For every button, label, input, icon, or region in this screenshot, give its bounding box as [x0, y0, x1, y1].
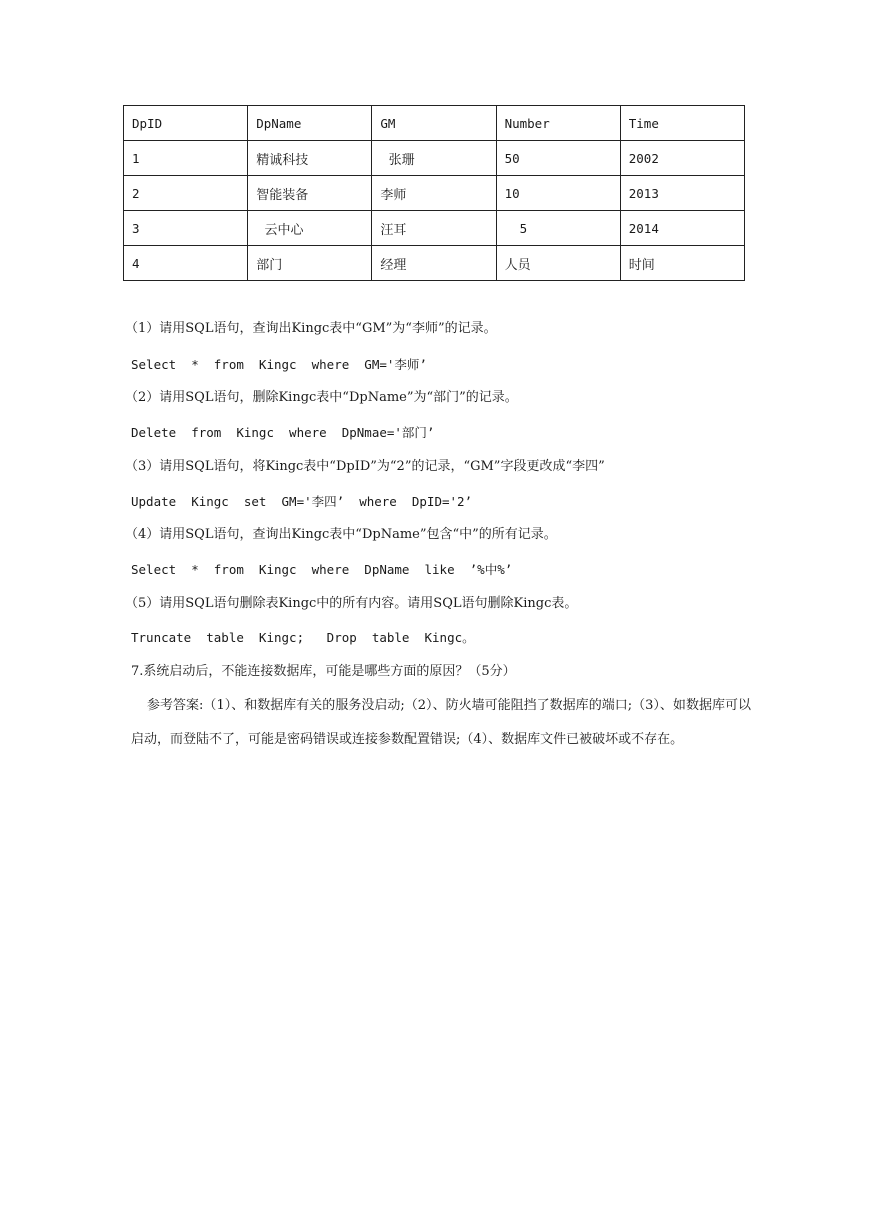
- table-cell: 2: [124, 176, 248, 211]
- table-row: [124, 176, 745, 211]
- table-cell: 时间: [620, 246, 744, 281]
- question-7-answer: 参考答案:（1）、和数据库有关的服务没启动;（2）、防火墙可能阻挡了数据库的端口;（3）、如数据库可以启动，而登陆不了，可能是密码错误或连接参数配置错误;（4）、数据库文件已被破坏或不存在。: [131, 698, 751, 747]
- question-4-prompt: （4）请用SQL语句，查询出Kingc表中“DpName”包含“中”的所有记录。: [125, 527, 557, 542]
- header-gm: GM: [372, 106, 496, 141]
- header-dpname: DpName: [248, 106, 372, 141]
- question-2-prompt: （2）请用SQL语句，删除Kingc表中“DpName”为“部门”的记录。: [125, 390, 518, 405]
- table-cell: 部门: [248, 246, 372, 281]
- table-cell: 人员: [496, 246, 620, 281]
- header-dpid: DpID: [124, 106, 248, 141]
- table-header-row: [124, 106, 745, 141]
- table-cell: 云中心: [248, 211, 372, 246]
- table-cell: 汪耳: [372, 211, 496, 246]
- table-cell: 精诚科技: [248, 141, 372, 176]
- question-3-answer: Update Kingc set GM='李四’ where DpID='2’: [131, 494, 473, 509]
- question-4-answer: Select * from Kingc where DpName like ’%中%’: [131, 562, 513, 577]
- question-2-answer: Delete from Kingc where DpNmae='部门’: [131, 425, 435, 440]
- table-row: [124, 141, 745, 176]
- header-number: Number: [496, 106, 620, 141]
- header-time: Time: [620, 106, 744, 141]
- table-cell: 50: [496, 141, 620, 176]
- question-3-prompt: （3）请用SQL语句，将Kingc表中“DpID”为“2”的记录，“GM”字段更改成“李四”: [125, 459, 605, 474]
- question-1-answer: Select * from Kingc where GM='李师’: [131, 357, 427, 372]
- question-5-prompt: （5）请用SQL语句删除表Kingc中的所有内容。请用SQL语句删除Kingc表。: [125, 596, 578, 611]
- table-row: [124, 211, 745, 246]
- table-cell: 5: [496, 211, 620, 246]
- department-table: [123, 105, 745, 281]
- table-cell: 智能装备: [248, 176, 372, 211]
- table-cell: 2013: [620, 176, 744, 211]
- table-cell: 2014: [620, 211, 744, 246]
- table-cell: 3: [124, 211, 248, 246]
- table-cell: 10: [496, 176, 620, 211]
- table-cell: 4: [124, 246, 248, 281]
- table-cell: 张珊: [372, 141, 496, 176]
- question-5-answer: Truncate table Kingc; Drop table Kingc。: [131, 630, 475, 645]
- table-cell: 2002: [620, 141, 744, 176]
- question-7-title: 7.系统启动后，不能连接数据库，可能是哪些方面的原因？（5分）: [131, 664, 516, 679]
- table-row: [124, 246, 745, 281]
- table-cell: 经理: [372, 246, 496, 281]
- question-1-prompt: （1）请用SQL语句，查询出Kingc表中“GM”为“李师”的记录。: [125, 321, 497, 336]
- table-cell: 1: [124, 141, 248, 176]
- table-cell: 李师: [372, 176, 496, 211]
